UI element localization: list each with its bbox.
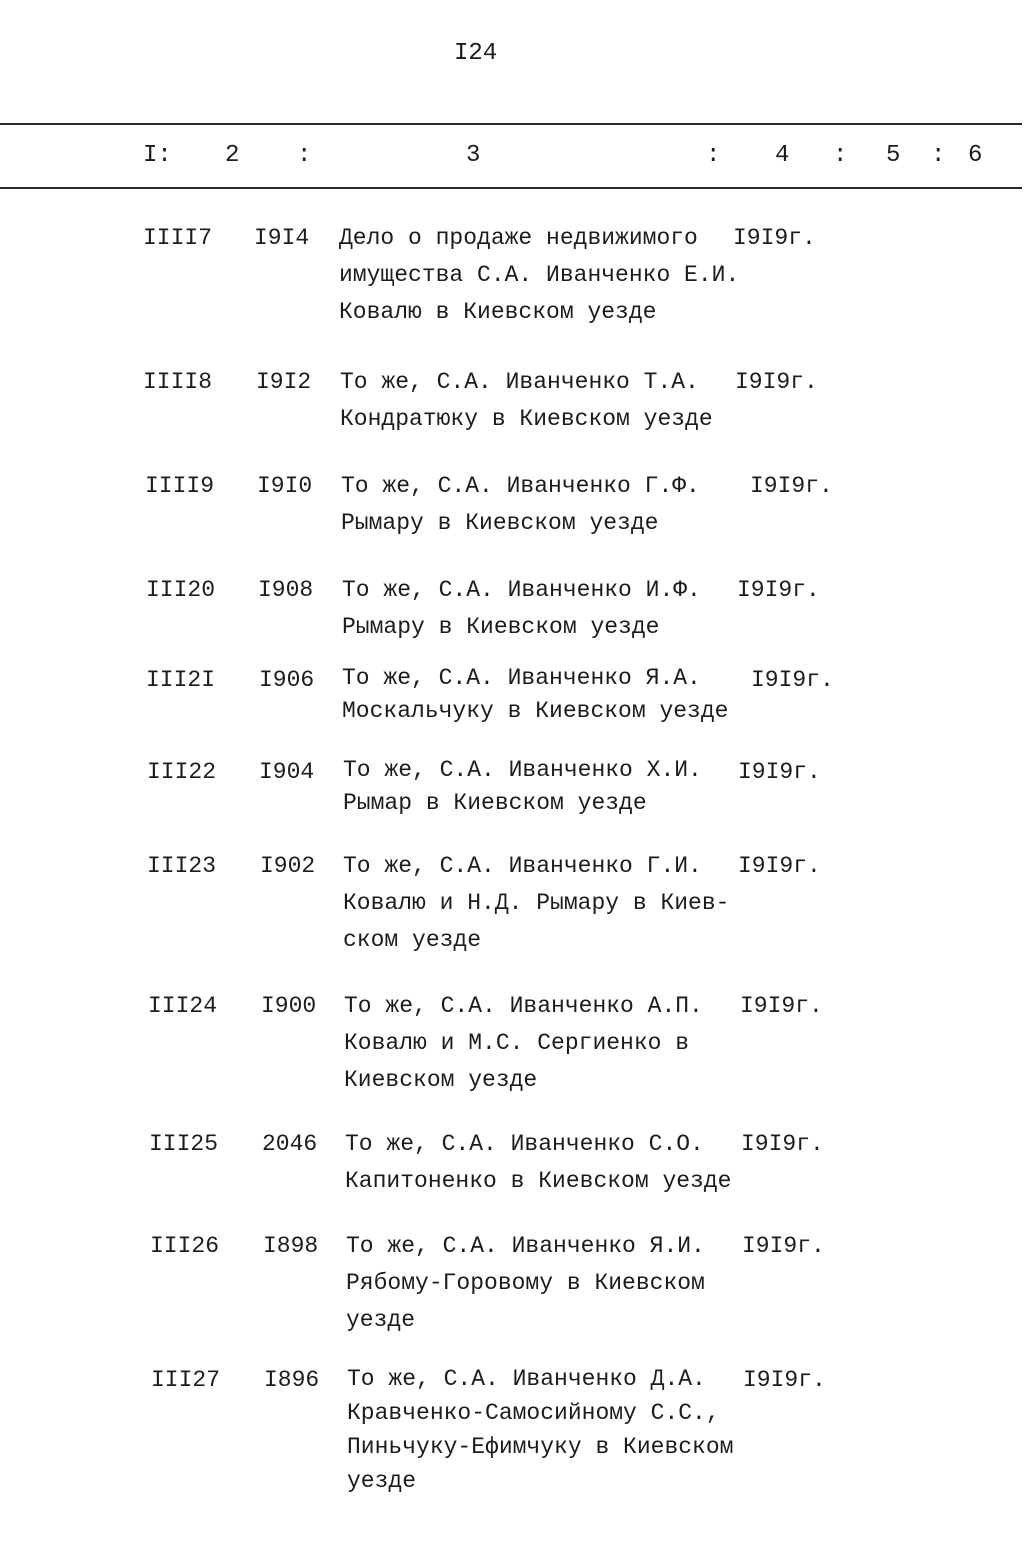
entry-year: I9I9г.: [742, 1233, 825, 1259]
entry-year: I9I9г.: [743, 1367, 826, 1393]
entry-year: I9I9г.: [738, 853, 821, 879]
entry-year: I9I9г.: [741, 1131, 824, 1157]
entry-description: [342, 572, 762, 646]
description-line: Дело о продаже недвижимого: [339, 225, 698, 251]
header-col-4: 4: [775, 142, 790, 169]
entry-number: III27: [151, 1367, 221, 1393]
entry-number: III20: [146, 577, 216, 603]
entry-code: I908: [258, 577, 314, 603]
description-line: имущества С.А. Иванченко Е.И.: [339, 262, 740, 288]
description-line: Кондратюку в Киевском уезде: [340, 406, 713, 432]
entry-year: I9I9г.: [733, 225, 816, 251]
description-line: ском уезде: [343, 927, 482, 953]
header-col-3: 3: [466, 142, 481, 169]
entry-number: III24: [148, 993, 218, 1019]
entry-year: I9I9г.: [735, 369, 818, 395]
header-col-6: 6: [968, 142, 983, 169]
entry-description: [341, 468, 761, 542]
description-line: Ковалю и М.С. Сергиенко в: [344, 1030, 690, 1056]
entry-description: [345, 1126, 765, 1200]
entry-number: III2I: [146, 667, 216, 693]
header-separator: :: [931, 142, 946, 169]
description-line: То же, С.А. Иванченко Т.А.: [340, 369, 699, 395]
page-number: I24: [454, 40, 498, 67]
description-line: Киевском уезде: [344, 1067, 538, 1093]
entry-description: [347, 1362, 767, 1498]
description-line: Кравченко-Самосийному С.С.,: [347, 1400, 720, 1426]
entry-year: I9I9г.: [740, 993, 823, 1019]
description-line: То же, С.А. Иванченко Я.А.: [342, 665, 701, 691]
entry-code: I902: [260, 853, 316, 879]
description-line: То же, С.А. Иванченко Г.И.: [343, 853, 702, 879]
description-line: Рымар в Киевском уезде: [343, 790, 647, 816]
description-line: Ковалю в Киевском уезде: [339, 299, 657, 325]
entry-year: I9I9г.: [750, 473, 833, 499]
entry-description: [343, 848, 763, 959]
entry-description: [344, 988, 764, 1099]
entry-code: I898: [263, 1233, 319, 1259]
entry-description: [346, 1228, 766, 1339]
entry-number: III26: [150, 1233, 220, 1259]
entry-description: [340, 364, 760, 438]
description-line: То же, С.А. Иванченко Х.И.: [343, 757, 702, 783]
entry-number: IIII9: [145, 473, 215, 499]
entry-code: I900: [261, 993, 317, 1019]
entry-number: III22: [147, 759, 217, 785]
description-line: То же, С.А. Иванченко Я.И.: [346, 1233, 705, 1259]
description-line: То же, С.А. Иванченко Г.Ф.: [341, 473, 700, 499]
entry-year: I9I9г.: [738, 759, 821, 785]
description-line: Москальчуку в Киевском уезде: [342, 698, 729, 724]
entry-code: I9I2: [256, 369, 312, 395]
header-top-rule: [0, 123, 1022, 125]
description-line: Рымару в Киевском уезде: [341, 510, 659, 536]
entry-description: [339, 220, 759, 331]
description-line: То же, С.А. Иванченко И.Ф.: [342, 577, 701, 603]
entry-year: I9I9г.: [751, 667, 834, 693]
entry-number: III25: [149, 1131, 219, 1157]
header-separator: :: [706, 142, 721, 169]
description-line: Рябому-Горовому в Киевском: [346, 1270, 705, 1296]
description-line: уезде: [346, 1307, 416, 1333]
header-col-1: I:: [143, 142, 172, 169]
description-line: То же, С.А. Иванченко Д.А.: [347, 1366, 706, 1392]
description-line: То же, С.А. Иванченко С.О.: [345, 1131, 704, 1157]
description-line: уезде: [347, 1468, 417, 1494]
entry-description: [343, 754, 763, 820]
entry-code: I906: [259, 667, 315, 693]
description-line: Пиньчуку-Ефимчуку в Киевском: [347, 1434, 734, 1460]
entry-code: I896: [264, 1367, 320, 1393]
description-line: То же, С.А. Иванченко А.П.: [344, 993, 703, 1019]
header-separator: :: [833, 142, 848, 169]
description-line: Рымару в Киевском уезде: [342, 614, 660, 640]
description-line: Ковалю и Н.Д. Рымару в Киев-: [343, 890, 730, 916]
entry-code: I9I4: [254, 225, 310, 251]
entry-code: I9I0: [257, 473, 313, 499]
header-separator: :: [297, 142, 312, 169]
entry-code: I904: [259, 759, 315, 785]
entry-description: [342, 662, 762, 728]
description-line: Капитоненко в Киевском уезде: [345, 1168, 732, 1194]
entry-year: I9I9г.: [737, 577, 820, 603]
entry-number: IIII8: [143, 369, 213, 395]
header-col-5: 5: [886, 142, 901, 169]
entry-number: IIII7: [143, 225, 213, 251]
entry-number: III23: [147, 853, 217, 879]
header-col-2: 2: [225, 142, 240, 169]
entry-code: 2046: [262, 1131, 318, 1157]
header-bottom-rule: [0, 187, 1022, 189]
